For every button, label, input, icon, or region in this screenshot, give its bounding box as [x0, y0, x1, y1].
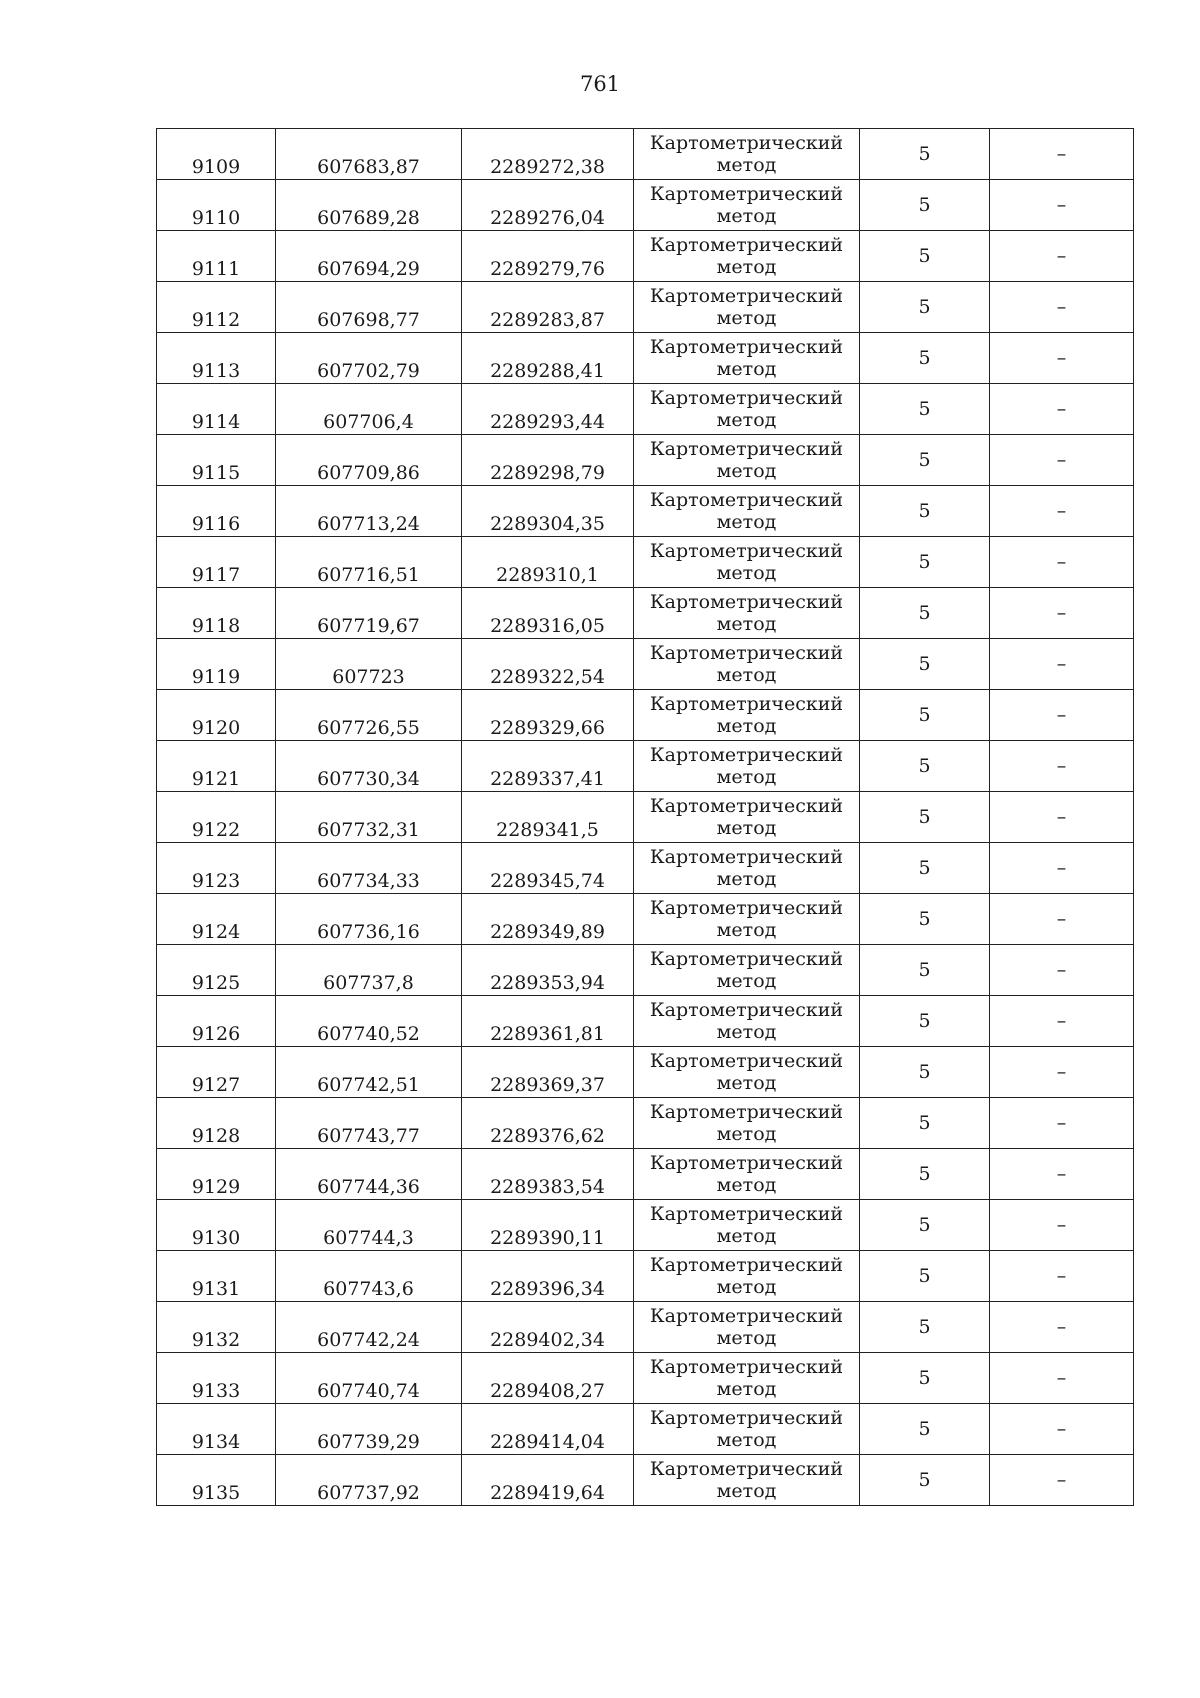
method-line2: метод — [716, 1072, 777, 1094]
method-line2: метод — [716, 1021, 777, 1043]
y-coordinate-cell: 2289329,66 — [462, 690, 634, 741]
note-cell: – — [990, 945, 1134, 996]
method-line2: метод — [716, 1327, 777, 1349]
accuracy-cell: 5 — [860, 690, 990, 741]
accuracy-cell: 5 — [860, 129, 990, 180]
note-cell: – — [990, 843, 1134, 894]
note-cell: – — [990, 690, 1134, 741]
coordinates-table — [156, 128, 1134, 1506]
method-line1: Картометрический — [649, 183, 844, 205]
accuracy-cell: 5 — [860, 945, 990, 996]
method-cell — [634, 1251, 860, 1302]
table-row — [157, 384, 1134, 435]
method-line1: Картометрический — [649, 948, 844, 970]
accuracy-cell: 5 — [860, 231, 990, 282]
method-line1: Картометрический — [649, 1254, 844, 1276]
point-number-cell: 9118 — [157, 588, 276, 639]
method-line1: Картометрический — [649, 999, 844, 1021]
note-cell: – — [990, 588, 1134, 639]
point-number-cell: 9112 — [157, 282, 276, 333]
point-number-cell: 9126 — [157, 996, 276, 1047]
method-line2: метод — [716, 1480, 777, 1502]
table-row — [157, 435, 1134, 486]
method-line2: метод — [716, 358, 777, 380]
y-coordinate-cell: 2289383,54 — [462, 1149, 634, 1200]
accuracy-cell: 5 — [860, 792, 990, 843]
table-row — [157, 486, 1134, 537]
point-number-cell: 9123 — [157, 843, 276, 894]
method-cell — [634, 1098, 860, 1149]
accuracy-cell: 5 — [860, 1251, 990, 1302]
page-number: 761 — [579, 72, 621, 96]
point-number-cell: 9130 — [157, 1200, 276, 1251]
method-line2: метод — [716, 154, 777, 176]
method-line1: Картометрический — [649, 1152, 844, 1174]
method-cell — [634, 639, 860, 690]
method-cell — [634, 435, 860, 486]
y-coordinate-cell: 2289272,38 — [462, 129, 634, 180]
y-coordinate-cell: 2289419,64 — [462, 1455, 634, 1506]
accuracy-cell: 5 — [860, 1404, 990, 1455]
accuracy-cell: 5 — [860, 537, 990, 588]
method-cell — [634, 282, 860, 333]
x-coordinate-cell: 607730,34 — [276, 741, 462, 792]
accuracy-cell: 5 — [860, 843, 990, 894]
note-cell: – — [990, 180, 1134, 231]
note-cell: – — [990, 231, 1134, 282]
method-line1: Картометрический — [649, 1458, 844, 1480]
point-number-cell: 9109 — [157, 129, 276, 180]
point-number-cell: 9119 — [157, 639, 276, 690]
method-line2: метод — [716, 1429, 777, 1451]
accuracy-cell: 5 — [860, 1149, 990, 1200]
x-coordinate-cell: 607713,24 — [276, 486, 462, 537]
x-coordinate-cell: 607737,92 — [276, 1455, 462, 1506]
method-line1: Картометрический — [649, 1203, 844, 1225]
method-line2: метод — [716, 1378, 777, 1400]
accuracy-cell: 5 — [860, 1455, 990, 1506]
y-coordinate-cell: 2289341,5 — [462, 792, 634, 843]
y-coordinate-cell: 2289283,87 — [462, 282, 634, 333]
method-line1: Картометрический — [649, 387, 844, 409]
table-row — [157, 945, 1134, 996]
point-number-cell: 9135 — [157, 1455, 276, 1506]
point-number-cell: 9120 — [157, 690, 276, 741]
table-row — [157, 1455, 1134, 1506]
method-cell — [634, 945, 860, 996]
accuracy-cell: 5 — [860, 996, 990, 1047]
note-cell: – — [990, 129, 1134, 180]
accuracy-cell: 5 — [860, 282, 990, 333]
point-number-cell: 9122 — [157, 792, 276, 843]
method-cell — [634, 231, 860, 282]
table-row — [157, 1302, 1134, 1353]
point-number-cell: 9116 — [157, 486, 276, 537]
method-line1: Картометрический — [649, 795, 844, 817]
method-cell — [634, 486, 860, 537]
y-coordinate-cell: 2289361,81 — [462, 996, 634, 1047]
note-cell: – — [990, 282, 1134, 333]
method-cell — [634, 384, 860, 435]
accuracy-cell: 5 — [860, 1047, 990, 1098]
table-row — [157, 1251, 1134, 1302]
note-cell: – — [990, 1098, 1134, 1149]
method-line2: метод — [716, 817, 777, 839]
method-line2: метод — [716, 460, 777, 482]
method-cell — [634, 741, 860, 792]
note-cell: – — [990, 435, 1134, 486]
method-cell — [634, 690, 860, 741]
method-cell — [634, 1353, 860, 1404]
note-cell: – — [990, 486, 1134, 537]
y-coordinate-cell: 2289353,94 — [462, 945, 634, 996]
table-row — [157, 1098, 1134, 1149]
method-line1: Картометрический — [649, 1101, 844, 1123]
method-cell — [634, 1149, 860, 1200]
x-coordinate-cell: 607742,51 — [276, 1047, 462, 1098]
point-number-cell: 9129 — [157, 1149, 276, 1200]
method-line1: Картометрический — [649, 1407, 844, 1429]
method-line2: метод — [716, 868, 777, 890]
table-row — [157, 1149, 1134, 1200]
method-line2: метод — [716, 409, 777, 431]
method-line1: Картометрический — [649, 897, 844, 919]
point-number-cell: 9128 — [157, 1098, 276, 1149]
accuracy-cell: 5 — [860, 333, 990, 384]
table-row — [157, 996, 1134, 1047]
y-coordinate-cell: 2289288,41 — [462, 333, 634, 384]
x-coordinate-cell: 607743,77 — [276, 1098, 462, 1149]
method-cell — [634, 843, 860, 894]
point-number-cell: 9131 — [157, 1251, 276, 1302]
y-coordinate-cell: 2289298,79 — [462, 435, 634, 486]
point-number-cell: 9110 — [157, 180, 276, 231]
x-coordinate-cell: 607744,3 — [276, 1200, 462, 1251]
method-cell — [634, 1404, 860, 1455]
y-coordinate-cell: 2289408,27 — [462, 1353, 634, 1404]
method-line2: метод — [716, 511, 777, 533]
x-coordinate-cell: 607740,74 — [276, 1353, 462, 1404]
method-line1: Картометрический — [649, 336, 844, 358]
note-cell: – — [990, 384, 1134, 435]
x-coordinate-cell: 607744,36 — [276, 1149, 462, 1200]
y-coordinate-cell: 2289396,34 — [462, 1251, 634, 1302]
method-cell — [634, 129, 860, 180]
method-line2: метод — [716, 1225, 777, 1247]
x-coordinate-cell: 607743,6 — [276, 1251, 462, 1302]
table-row — [157, 639, 1134, 690]
method-line1: Картометрический — [649, 744, 844, 766]
y-coordinate-cell: 2289304,35 — [462, 486, 634, 537]
method-cell — [634, 1302, 860, 1353]
method-line2: метод — [716, 562, 777, 584]
x-coordinate-cell: 607734,33 — [276, 843, 462, 894]
method-line1: Картометрический — [649, 285, 844, 307]
accuracy-cell: 5 — [860, 741, 990, 792]
method-line2: метод — [716, 307, 777, 329]
table-row — [157, 537, 1134, 588]
accuracy-cell: 5 — [860, 180, 990, 231]
method-cell — [634, 537, 860, 588]
method-line2: метод — [716, 1123, 777, 1145]
method-cell — [634, 1047, 860, 1098]
y-coordinate-cell: 2289402,34 — [462, 1302, 634, 1353]
method-cell — [634, 996, 860, 1047]
x-coordinate-cell: 607719,67 — [276, 588, 462, 639]
method-line2: метод — [716, 664, 777, 686]
note-cell: – — [990, 1047, 1134, 1098]
table-row — [157, 180, 1134, 231]
accuracy-cell: 5 — [860, 894, 990, 945]
method-line2: метод — [716, 715, 777, 737]
note-cell: – — [990, 1404, 1134, 1455]
method-line1: Картометрический — [649, 591, 844, 613]
method-line2: метод — [716, 1174, 777, 1196]
note-cell: – — [990, 1200, 1134, 1251]
x-coordinate-cell: 607742,24 — [276, 1302, 462, 1353]
method-cell — [634, 1200, 860, 1251]
note-cell: – — [990, 894, 1134, 945]
x-coordinate-cell: 607723 — [276, 639, 462, 690]
note-cell: – — [990, 1251, 1134, 1302]
table-row — [157, 1047, 1134, 1098]
method-line2: метод — [716, 766, 777, 788]
y-coordinate-cell: 2289345,74 — [462, 843, 634, 894]
y-coordinate-cell: 2289414,04 — [462, 1404, 634, 1455]
note-cell: – — [990, 1353, 1134, 1404]
note-cell: – — [990, 1455, 1134, 1506]
method-line1: Картометрический — [649, 438, 844, 460]
point-number-cell: 9117 — [157, 537, 276, 588]
method-line1: Картометрический — [649, 234, 844, 256]
method-line1: Картометрический — [649, 1050, 844, 1072]
table-row — [157, 129, 1134, 180]
accuracy-cell: 5 — [860, 1353, 990, 1404]
method-line2: метод — [716, 1276, 777, 1298]
method-line1: Картометрический — [649, 489, 844, 511]
method-line2: метод — [716, 613, 777, 635]
accuracy-cell: 5 — [860, 435, 990, 486]
method-line1: Картометрический — [649, 846, 844, 868]
table-row — [157, 843, 1134, 894]
table-row — [157, 1353, 1134, 1404]
point-number-cell: 9115 — [157, 435, 276, 486]
note-cell: – — [990, 1149, 1134, 1200]
y-coordinate-cell: 2289322,54 — [462, 639, 634, 690]
method-cell — [634, 180, 860, 231]
note-cell: – — [990, 741, 1134, 792]
y-coordinate-cell: 2289279,76 — [462, 231, 634, 282]
note-cell: – — [990, 639, 1134, 690]
method-cell — [634, 792, 860, 843]
x-coordinate-cell: 607706,4 — [276, 384, 462, 435]
table-row — [157, 894, 1134, 945]
method-line2: метод — [716, 205, 777, 227]
accuracy-cell: 5 — [860, 1200, 990, 1251]
point-number-cell: 9134 — [157, 1404, 276, 1455]
accuracy-cell: 5 — [860, 588, 990, 639]
point-number-cell: 9132 — [157, 1302, 276, 1353]
y-coordinate-cell: 2289310,1 — [462, 537, 634, 588]
x-coordinate-cell: 607740,52 — [276, 996, 462, 1047]
x-coordinate-cell: 607716,51 — [276, 537, 462, 588]
method-line2: метод — [716, 256, 777, 278]
x-coordinate-cell: 607698,77 — [276, 282, 462, 333]
method-line1: Картометрический — [649, 540, 844, 562]
note-cell: – — [990, 333, 1134, 384]
x-coordinate-cell: 607732,31 — [276, 792, 462, 843]
point-number-cell: 9125 — [157, 945, 276, 996]
method-line1: Картометрический — [649, 1356, 844, 1378]
x-coordinate-cell: 607737,8 — [276, 945, 462, 996]
x-coordinate-cell: 607683,87 — [276, 129, 462, 180]
y-coordinate-cell: 2289276,04 — [462, 180, 634, 231]
y-coordinate-cell: 2289337,41 — [462, 741, 634, 792]
x-coordinate-cell: 607689,28 — [276, 180, 462, 231]
method-line1: Картометрический — [649, 132, 844, 154]
table-row — [157, 588, 1134, 639]
x-coordinate-cell: 607739,29 — [276, 1404, 462, 1455]
y-coordinate-cell: 2289316,05 — [462, 588, 634, 639]
table-row — [157, 741, 1134, 792]
point-number-cell: 9121 — [157, 741, 276, 792]
accuracy-cell: 5 — [860, 1098, 990, 1149]
method-line2: метод — [716, 919, 777, 941]
y-coordinate-cell: 2289390,11 — [462, 1200, 634, 1251]
y-coordinate-cell: 2289369,37 — [462, 1047, 634, 1098]
method-cell — [634, 1455, 860, 1506]
table-row — [157, 333, 1134, 384]
method-line1: Картометрический — [649, 1305, 844, 1327]
table-row — [157, 231, 1134, 282]
note-cell: – — [990, 996, 1134, 1047]
y-coordinate-cell: 2289349,89 — [462, 894, 634, 945]
table-row — [157, 792, 1134, 843]
table-body — [157, 129, 1134, 1506]
note-cell: – — [990, 792, 1134, 843]
accuracy-cell: 5 — [860, 1302, 990, 1353]
x-coordinate-cell: 607702,79 — [276, 333, 462, 384]
point-number-cell: 9114 — [157, 384, 276, 435]
table-row — [157, 1404, 1134, 1455]
method-line1: Картометрический — [649, 642, 844, 664]
point-number-cell: 9133 — [157, 1353, 276, 1404]
point-number-cell: 9113 — [157, 333, 276, 384]
x-coordinate-cell: 607726,55 — [276, 690, 462, 741]
method-cell — [634, 588, 860, 639]
table-row — [157, 690, 1134, 741]
y-coordinate-cell: 2289293,44 — [462, 384, 634, 435]
table-row — [157, 1200, 1134, 1251]
accuracy-cell: 5 — [860, 486, 990, 537]
x-coordinate-cell: 607694,29 — [276, 231, 462, 282]
method-line1: Картометрический — [649, 693, 844, 715]
point-number-cell: 9111 — [157, 231, 276, 282]
note-cell: – — [990, 1302, 1134, 1353]
x-coordinate-cell: 607736,16 — [276, 894, 462, 945]
method-line2: метод — [716, 970, 777, 992]
note-cell: – — [990, 537, 1134, 588]
y-coordinate-cell: 2289376,62 — [462, 1098, 634, 1149]
method-cell — [634, 333, 860, 384]
accuracy-cell: 5 — [860, 384, 990, 435]
accuracy-cell: 5 — [860, 639, 990, 690]
table-row — [157, 282, 1134, 333]
point-number-cell: 9127 — [157, 1047, 276, 1098]
point-number-cell: 9124 — [157, 894, 276, 945]
x-coordinate-cell: 607709,86 — [276, 435, 462, 486]
method-cell — [634, 894, 860, 945]
